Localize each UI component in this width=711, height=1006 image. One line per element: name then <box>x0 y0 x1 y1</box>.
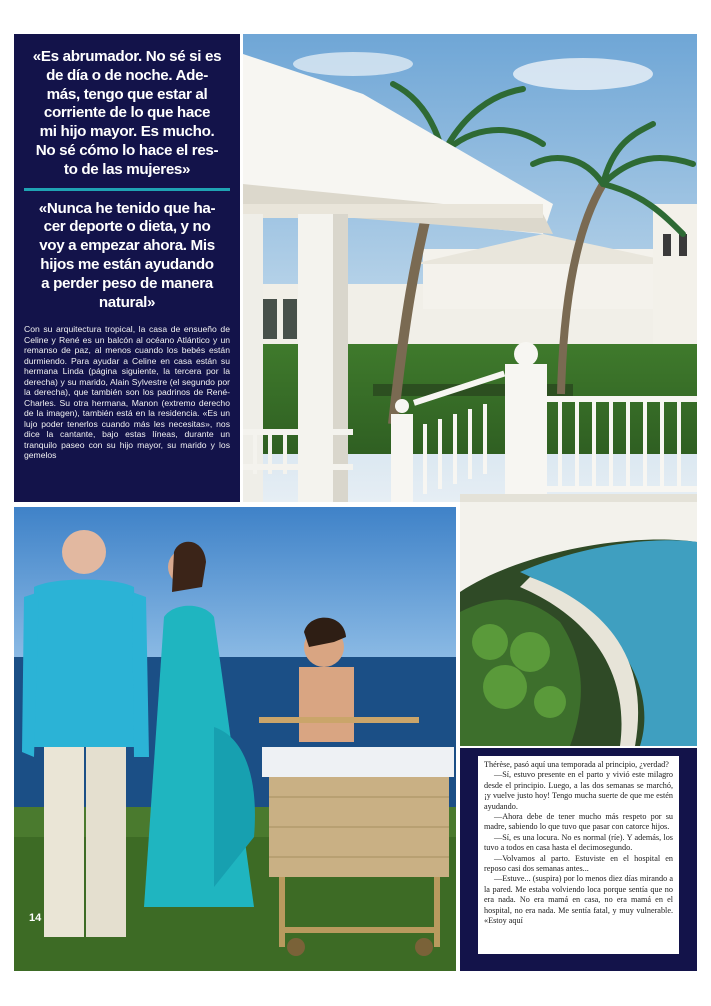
interview-paragraph: —Sí, estuvo presente en el parto y vivió este milagro desde el principio. Luego, a las dos semanas se marchó, ¡y vuelve justo hoy! Tengo mucha suerte de que me estén ayudando. <box>484 770 673 811</box>
divider-rule <box>24 188 230 191</box>
page-number: 14 <box>29 912 42 924</box>
interview-paragraph: —Volvamos al parto. Estuviste en el hospital en reposo casi dos semanas antes... <box>484 853 673 874</box>
pull-quote-1: «Es abrumador. No sé si es de día o de noche. Ade- más, tengo que estar al corriente de lo que hace mi hijo mayor. Es mucho. No sé cómo lo hace el res- to de las mujeres» <box>32 48 222 178</box>
interview-paragraph: —Estuve... (suspira) por lo menos diez días mirando a la pared. Me estaba volviendo loca porque sentía que no era nada. No era mamá en casa, no era mamá en el hospital, no era nada. Me sentía fatal, y muy vulnerable. «Estoy aquí <box>484 874 673 926</box>
interview-panel <box>460 748 697 971</box>
photo-caption: Con su arquitectura tropical, la casa de ensueño de Celine y René es un balcón al océano Atlántico y un remanso de paz, al menos cuando los bebés están durmiendo. Para ayudar a Celine en casa están su hermana Linda (página siguiente, la tercera por la derecha) y su marido, Alain Sylvestre (el segundo por la derecha), que también son los padrinos de René-Charles. Su otra hermana, Manon (extremo derecho de la imagen), también está en la residencia. «Es un lujo poder tenerlos cuando más les necesitas», nos dice la cantante, bajo estas líneas, durante un tranquilo paseo con su hijo mayor, su marido y los gemelos <box>24 324 230 461</box>
interview-paragraph: —Sí, es una locura. No es normal (ríe). Y además, los tuvo a todos en casa hasta el decimosegundo. <box>484 832 673 853</box>
interview-paragraph: Thérèse, pasó aquí una temporada al principio, ¿verdad? <box>484 760 669 769</box>
pull-quote-2: «Nunca he tenido que ha- cer deporte o dieta, y no voy a empezar ahora. Mis hijos me están ayudando a perder peso de manera natural» <box>38 199 216 311</box>
quote-panel <box>14 34 240 502</box>
pool-photo <box>460 502 697 746</box>
resort-photo <box>243 34 697 502</box>
interview-text-box <box>478 756 679 954</box>
family-photo <box>14 507 456 971</box>
interview-paragraph: —Ahora debe de tener mucho más respeto por su madre, sabiendo lo que tuvo que pasar con catorce hijos. <box>484 812 673 832</box>
